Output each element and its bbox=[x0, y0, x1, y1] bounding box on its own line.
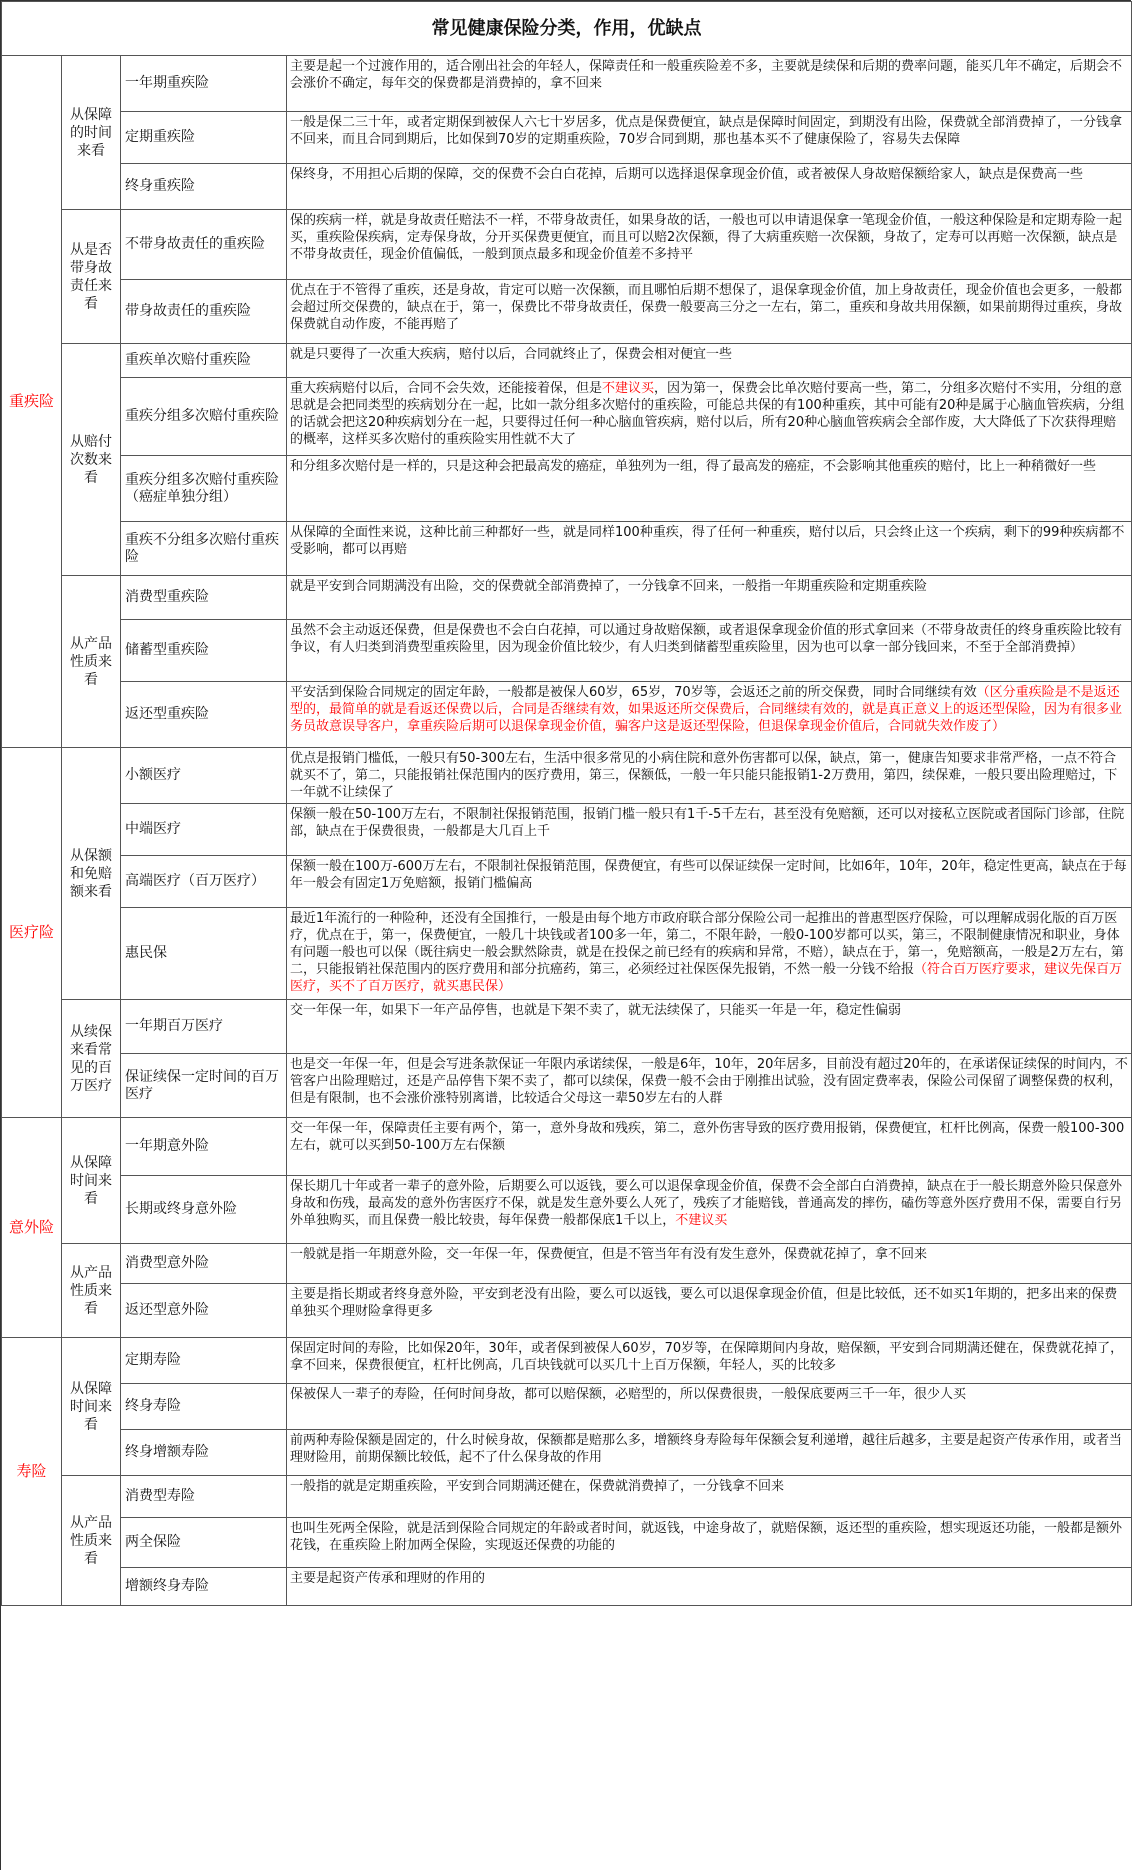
item-desc-cell: 保固定时间的寿险，比如保20年，30年，或者保到被保人60岁，70岁等，在保障期间内身故，赔保额，平安到合同期满还健在，保费就花掉了，拿不回来，保费很便宜，杠杆比例高，几百块钱就可以买几十上百万保额，年轻人，买的比较多 bbox=[287, 1338, 1132, 1384]
table-row bbox=[2, 908, 1132, 1000]
item-name-cell: 定期重疾险 bbox=[121, 112, 287, 164]
table-row bbox=[2, 378, 1132, 456]
item-desc-cell: 和分组多次赔付是一样的，只是这种会把最高发的癌症，单独列为一组，得了最高发的癌症，不会影响其他重疾的赔付，比上一种稍微好一些 bbox=[287, 456, 1132, 522]
title-row bbox=[2, 2, 1132, 56]
item-desc-cell: 也叫生死两全保险，就是活到保险合同规定的年龄或者时间，就返钱，中途身故了，就赔保额，返还型的重疾险，想实现返还功能，一般都是额外花钱，在重疾险上附加两全保险，实现返还保费的功能的 bbox=[287, 1518, 1132, 1568]
item-desc-cell: 一般指的就是定期重疾险，平安到合同期满还健在，保费就消费掉了，一分钱拿不回来 bbox=[287, 1476, 1132, 1518]
item-name-cell: 重疾分组多次赔付重疾险 bbox=[121, 378, 287, 456]
table-row bbox=[2, 1176, 1132, 1244]
desc-text: 保长期几十年或者一辈子的意外险，后期要么可以返钱，要么可以退保拿现金价值，保费不会全部白白消费掉，缺点在于一般长期意外险只保意外身故和伤残，最高发的意外伤害医疗不保，就是发生意外要么人死了，残疾了才能赔钱，普通高发的摔伤，磕伤等意外医疗费用不保，需要自行另外单独购买，而且保费一般比较贵，每年保费一般都保底1千以上， bbox=[290, 1179, 1123, 1228]
table-row bbox=[2, 1338, 1132, 1384]
group-cell: 从保障时间来看 bbox=[62, 1118, 121, 1244]
item-name-cell: 不带身故责任的重疾险 bbox=[121, 210, 287, 280]
item-desc-cell: 交一年保一年，如果下一年产品停售，也就是下架不卖了，就无法续保了，只能买一年是一年，稳定性偏弱 bbox=[287, 1000, 1132, 1054]
item-desc-cell: 保被保人一辈子的寿险，任何时间身故，都可以赔保额，必赔型的，所以保费很贵，一般保底要两三千一年，很少人买 bbox=[287, 1384, 1132, 1430]
table-row bbox=[2, 682, 1132, 748]
table-row bbox=[2, 210, 1132, 280]
item-desc-cell: 保终身，不用担心后期的保障，交的保费不会白白花掉，后期可以选择退保拿现金价值，或者被保人身故赔保额给家人，缺点是保费高一些 bbox=[287, 164, 1132, 210]
table-row bbox=[2, 1430, 1132, 1476]
item-desc-cell: 保额一般在50-100万左右，不限制社保报销范围，报销门槛一般只有1千-5千左右，甚至没有免赔额，还可以对接私立医院或者国际门诊部，住院部，缺点在于保费很贵，一般都是大几百上千 bbox=[287, 804, 1132, 856]
item-name-cell: 小额医疗 bbox=[121, 748, 287, 804]
group-cell: 从产品性质来看 bbox=[62, 1244, 121, 1338]
category-cell: 寿险 bbox=[2, 1338, 62, 1606]
table-row bbox=[2, 856, 1132, 908]
item-name-cell: 中端医疗 bbox=[121, 804, 287, 856]
desc-text: 重大疾病赔付以后，合同不会失效，还能接着保，但是 bbox=[290, 381, 603, 396]
table-row bbox=[2, 804, 1132, 856]
item-desc-cell: 就是只要得了一次重大疾病，赔付以后，合同就终止了，保费会相对便宜一些 bbox=[287, 344, 1132, 378]
insurance-table bbox=[1, 1, 1132, 1606]
item-name-cell: 终身重疾险 bbox=[121, 164, 287, 210]
table-row bbox=[2, 280, 1132, 344]
item-name-cell: 惠民保 bbox=[121, 908, 287, 1000]
item-name-cell: 重疾分组多次赔付重疾险（癌症单独分组） bbox=[121, 456, 287, 522]
item-name-cell: 一年期重疾险 bbox=[121, 56, 287, 112]
table-row bbox=[2, 1244, 1132, 1284]
item-desc-cell bbox=[287, 1176, 1132, 1244]
item-name-cell: 两全保险 bbox=[121, 1518, 287, 1568]
table-row bbox=[2, 1384, 1132, 1430]
page-title: 常见健康保险分类，作用，优缺点 bbox=[2, 2, 1132, 56]
desc-text: 最近1年流行的一种险种，还没有全国推行，一般是由每个地方市政府联合部分保险公司一起推出的普惠型医疗保险，可以理解成弱化版的百万医疗，优点在于，第一，保费便宜，一般几十块钱或者100多一年，第二，不限年龄，一般0-100岁都可以买，第三，不限制健康情况和职业，身体有问题一般也可以保（既往病史一般会默然除责，就是在投保之前已经有的疾病和异常，不赔），缺点在于，第一，免赔额高，一般是2万左右，第二，只能报销社保范围内的医疗费用和部分抗癌药，第三，必须经过社保医保先报销，不然一般一分钱不给报 bbox=[290, 911, 1124, 977]
item-desc-cell: 保的疾病一样，就是身故责任赔法不一样，不带身故责任，如果身故的话，一般也可以申请退保拿一笔现金价值，一般这种保险是和定期寿险一起买，重疾险保疾病，定寿保身故，分开买保费更便宜，而且可以赔2次保额，得了大病重疾赔一次保额，身故了，定寿可以再赔一次保额，缺点是不带身故责任，现金价值偏低，一般到顶点最多和现金价值差不多持平 bbox=[287, 210, 1132, 280]
table-row bbox=[2, 1284, 1132, 1338]
table-row bbox=[2, 522, 1132, 576]
item-desc-cell: 主要是起资产传承和理财的作用的 bbox=[287, 1568, 1132, 1606]
item-desc-cell: 优点是报销门槛低，一般只有50-300左右，生活中很多常见的小病住院和意外伤害都可以保，缺点，第一，健康告知要求非常严格，一点不符合就买不了，第二，只能报销社保范围内的医疗费用，第三，保额低，一般一年只能只能报销1-2万费用，第四，续保难，一般只要出险理赔过，下一年就不让续保了 bbox=[287, 748, 1132, 804]
item-name-cell: 消费型重疾险 bbox=[121, 576, 287, 620]
item-desc-cell: 主要是起一个过渡作用的，适合刚出社会的年轻人，保障责任和一般重疾险差不多，主要就是续保和后期的费率问题，能买几年不确定，后期会不会涨价不确定，每年交的保费都是消费掉的，拿不回来 bbox=[287, 56, 1132, 112]
table-row bbox=[2, 344, 1132, 378]
item-name-cell: 一年期百万医疗 bbox=[121, 1000, 287, 1054]
table-row bbox=[2, 1054, 1132, 1118]
desc-text: 平安活到保险合同规定的固定年龄，一般都是被保人60岁，65岁，70岁等，会返还之前的所交保费，同时合同继续有效 bbox=[290, 685, 977, 700]
group-cell: 从保障的时间来看 bbox=[62, 56, 121, 210]
item-name-cell: 消费型寿险 bbox=[121, 1476, 287, 1518]
item-desc-cell: 前两种寿险保额是固定的，什么时候身故，保额都是赔那么多，增额终身寿险每年保额会复利递增，越往后越多，主要是起资产传承作用，或者当理财险用，前期保额比较低，起不了什么保身故的作用 bbox=[287, 1430, 1132, 1476]
table-row bbox=[2, 620, 1132, 682]
table-row bbox=[2, 1568, 1132, 1606]
item-name-cell: 带身故责任的重疾险 bbox=[121, 280, 287, 344]
desc-text: ，因为第一，保费会比单次赔付要高一些，第二，分组多次赔付不实用，分组的意思就是会把同类型的疾病划分在一起，比如一款分组多次赔付的重疾险，可能总共保的有100种重疾，其中可能有20种是属于心脑血管疾病，分组的话就会把这20种疾病划分在一起，只要得过任何一种心脑血管疾病，赔付以后，所有20种心脑血管疾病会全部作废，大大降低了下次获得理赔的概率，这样买多次赔付的重疾险实用性就不大了 bbox=[290, 381, 1125, 447]
table-row bbox=[2, 456, 1132, 522]
item-name-cell: 返还型重疾险 bbox=[121, 682, 287, 748]
item-desc-cell: 一般就是指一年期意外险，交一年保一年，保费便宜，但是不管当年有没有发生意外，保费就花掉了，拿不回来 bbox=[287, 1244, 1132, 1284]
item-desc-cell bbox=[287, 908, 1132, 1000]
item-desc-cell bbox=[287, 682, 1132, 748]
group-cell: 从赔付次数来看 bbox=[62, 344, 121, 576]
table-row bbox=[2, 1518, 1132, 1568]
item-desc-cell: 交一年保一年，保障责任主要有两个，第一，意外身故和残疾，第二，意外伤害导致的医疗费用报销，保费便宜，杠杆比例高，保费一般100-300左右，就可以买到50-100万左右保额 bbox=[287, 1118, 1132, 1176]
item-desc-cell bbox=[287, 378, 1132, 456]
item-desc-cell: 虽然不会主动返还保费，但是保费也不会白白花掉，可以通过身故赔保额，或者退保拿现金价值的形式拿回来（不带身故责任的终身重疾险比较有争议，有人归类到消费型重疾险里，因为现金价值比较少，有人归类到储蓄型重疾险里，因为也可以拿一部分钱回来，不至于全部消费掉） bbox=[287, 620, 1132, 682]
table-row bbox=[2, 164, 1132, 210]
item-name-cell: 高端医疗（百万医疗） bbox=[121, 856, 287, 908]
table-row bbox=[2, 576, 1132, 620]
item-desc-cell: 也是交一年保一年，但是会写进条款保证一年限内承诺续保，一般是6年，10年，20年居多，目前没有超过20年的，在承诺保证续保的时间内，不管客户出险理赔过，还是产品停售下架不卖了，都可以续保，保费一般不会由于刚推出试验，没有固定费率表，保险公司保留了调整保费的权利，但是有限制，也不会涨价涨特别离谱，比较适合父母这一辈50岁左右的人群 bbox=[287, 1054, 1132, 1118]
group-cell: 从产品性质来看 bbox=[62, 576, 121, 748]
category-cell: 医疗险 bbox=[2, 748, 62, 1118]
table-row bbox=[2, 1000, 1132, 1054]
item-desc-cell: 优点在于不管得了重疾，还是身故，肯定可以赔一次保额，而且哪怕后期不想保了，退保拿现金价值，加上身故责任，现金价值也会更多，一般都会超过所交保费的，缺点在于，第一，保费比不带身故责任，保费一般要高三分之一左右，第二，重疾和身故共用保额，如果前期得过重疾，身故保费就自动作废，不能再赔了 bbox=[287, 280, 1132, 344]
group-cell: 从是否带身故责任来看 bbox=[62, 210, 121, 344]
item-desc-cell: 从保障的全面性来说，这种比前三种都好一些，就是同样100种重疾，得了任何一种重疾，赔付以后，只会终止这一个疾病，剩下的99种疾病都不受影响，都可以再赔 bbox=[287, 522, 1132, 576]
table-row bbox=[2, 112, 1132, 164]
item-desc-cell: 就是平安到合同期满没有出险，交的保费就全部消费掉了，一分钱拿不回来，一般指一年期重疾险和定期重疾险 bbox=[287, 576, 1132, 620]
table-row bbox=[2, 748, 1132, 804]
item-name-cell: 终身寿险 bbox=[121, 1384, 287, 1430]
item-name-cell: 长期或终身意外险 bbox=[121, 1176, 287, 1244]
desc-warning-text: 不建议买 bbox=[675, 1213, 728, 1228]
item-name-cell: 重疾单次赔付重疾险 bbox=[121, 344, 287, 378]
item-desc-cell: 一般是保二三十年，或者定期保到被保人六七十岁居多，优点是保费便宜，缺点是保障时间固定，到期没有出险，保费就全部消费掉了，一分钱拿不回来，而且合同到期后，比如保到70岁的定期重疾险，70岁合同到期，那也基本买不了健康保险了，容易失去保障 bbox=[287, 112, 1132, 164]
table-row bbox=[2, 56, 1132, 112]
desc-warning-text: （区分重疾险是不是返还型的，最简单的就是看返还保费以后，合同是否继续有效，如果返还所交保费后，合同继续有效的，就是真正意义上的返还型保险，因为有很多业务员故意误导客户，拿重疾险后期可以退保拿现金价值，骗客户这是返还型保险，但退保拿现金价值后，合同就失效作废了） bbox=[290, 685, 1123, 734]
item-name-cell: 返还型意外险 bbox=[121, 1284, 287, 1338]
desc-warning-text: （符合百万医疗要求，建议先保百万医疗，买不了百万医疗，就买惠民保） bbox=[290, 962, 1123, 994]
item-name-cell: 终身增额寿险 bbox=[121, 1430, 287, 1476]
category-cell: 重疾险 bbox=[2, 56, 62, 748]
item-desc-cell: 主要是指长期或者终身意外险，平安到老没有出险，要么可以返钱，要么可以退保拿现金价值，但是比较低，还不如买1年期的，把多出来的保费单独买个理财险拿得更多 bbox=[287, 1284, 1132, 1338]
group-cell: 从产品性质来看 bbox=[62, 1476, 121, 1606]
item-name-cell: 保证续保一定时间的百万医疗 bbox=[121, 1054, 287, 1118]
desc-warning-text: 不建议买 bbox=[602, 381, 655, 396]
table-row bbox=[2, 1476, 1132, 1518]
group-cell: 从续保来看常见的百万医疗 bbox=[62, 1000, 121, 1118]
item-name-cell: 消费型意外险 bbox=[121, 1244, 287, 1284]
table-row bbox=[2, 1118, 1132, 1176]
item-name-cell: 增额终身寿险 bbox=[121, 1568, 287, 1606]
item-desc-cell: 保额一般在100万-600万左右，不限制社保报销范围，保费便宜，有些可以保证续保一定时间，比如6年，10年，20年，稳定性更高，缺点在于每年一般会有固定1万免赔额，报销门槛偏高 bbox=[287, 856, 1132, 908]
item-name-cell: 一年期意外险 bbox=[121, 1118, 287, 1176]
item-name-cell: 储蓄型重疾险 bbox=[121, 620, 287, 682]
category-cell: 意外险 bbox=[2, 1118, 62, 1338]
item-name-cell: 重疾不分组多次赔付重疾险 bbox=[121, 522, 287, 576]
item-name-cell: 定期寿险 bbox=[121, 1338, 287, 1384]
group-cell: 从保障时间来看 bbox=[62, 1338, 121, 1476]
group-cell: 从保额和免赔额来看 bbox=[62, 748, 121, 1000]
